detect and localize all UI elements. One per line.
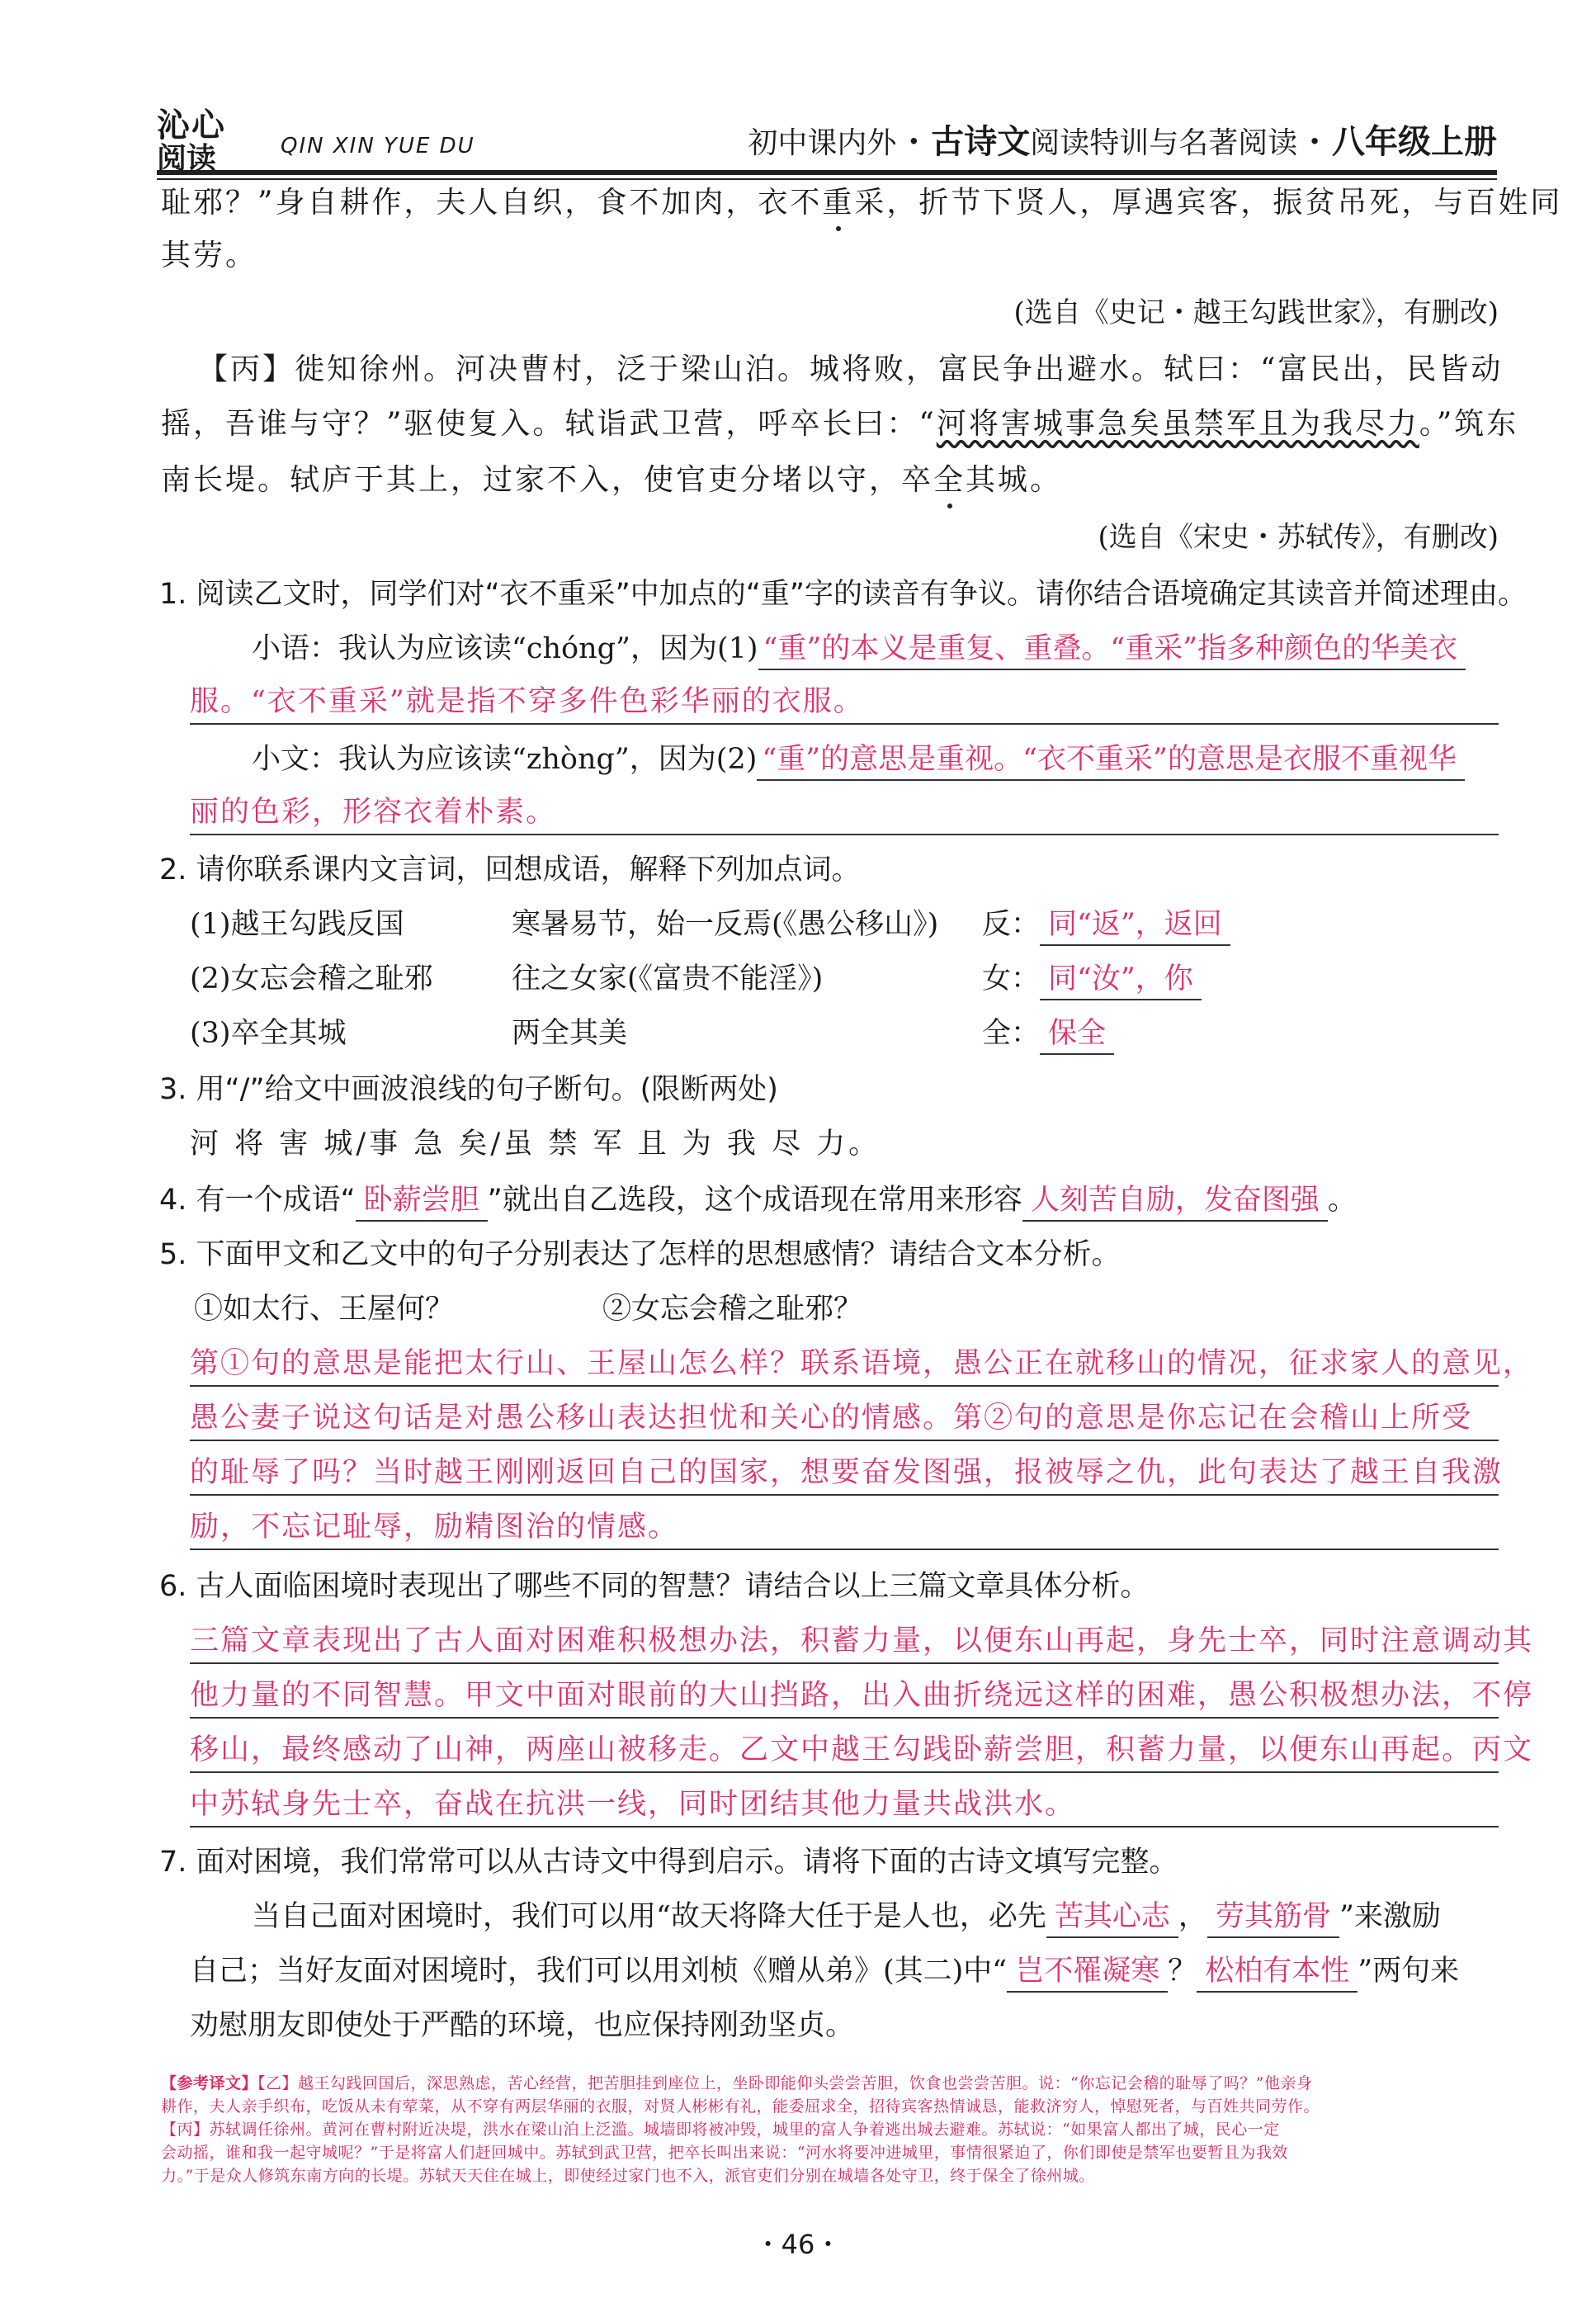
book-title-d: 八年级上册	[1332, 122, 1497, 161]
text: 全：	[982, 1017, 1041, 1050]
text: 其城。	[966, 463, 1063, 497]
text: 。	[1327, 1184, 1357, 1217]
passage-bing-line2	[161, 404, 1519, 444]
translation-line2: 耕作，夫人亲手织布，吃饭从未有荤菜，从不穿有两层华丽的衣服，对贤人彬彬有礼，能委屈求全，招待宾客热情诚恳，能救济穷人，悼慰死者，与百姓共同劳作。	[161, 2097, 1320, 2116]
dotted-char: 重	[822, 186, 855, 220]
answer-blank: 卧薪尝胆	[356, 1180, 488, 1222]
q2-row2-a: (2)女忘会稽之耻邪	[190, 962, 433, 995]
q5-answer-line1: 第①句的意思是能把太行山、王屋山怎么样？联系语境，愚公正在就移山的情况，征求家人的意见，	[190, 1344, 1499, 1387]
text: 【乙】越王勾践回国后，深思熟虑，苦心经营，把苦胆挂到座位上，坐卧即能仰头尝尝苦胆，饮食也尝尝苦胆。说：“你忘记会稽的耻辱了吗？”他亲身	[257, 2074, 1313, 2092]
text: 反：	[982, 908, 1041, 941]
q7-line2	[190, 1951, 1459, 1993]
q5-answer-line2: 愚公妻子说这句话是对愚公移山表达担忧和关心的情感。第②句的意思是你忘记在会稽山上所受	[190, 1398, 1499, 1441]
text: 小语：我认为应该读“chóng”，因为(1)	[252, 632, 758, 665]
q2-row1-c	[982, 905, 1230, 946]
passage-yi-line1	[161, 183, 1563, 223]
q2-row2-c	[982, 959, 1202, 1000]
q2-row1-a: (1)越王勾践反国	[190, 908, 404, 941]
text: ”就出自乙选段，这个成语现在常用来形容	[487, 1184, 1022, 1217]
q2-row1-b: 寒暑易节，始一反焉(《愚公移山》)	[512, 908, 939, 941]
text: 采，折节下贤人，厚遇宾客，振贫吊死，与百姓同	[854, 186, 1563, 220]
q1-xiaowen	[252, 740, 1465, 781]
q1-xiaoyu-answer2: 服。“衣不重采”就是指不穿多件色彩华丽的衣服。	[190, 682, 1499, 725]
q5-answer-line4: 励，不忘记耻辱，励精图治的情感。	[190, 1507, 1499, 1550]
q7-line3: 劝慰朋友即使处于严酷的环境，也应保持刚劲坚贞。	[190, 2009, 855, 2042]
q4-line	[159, 1180, 1357, 1222]
translation-line3: 【丙】苏轼调任徐州。黄河在曹村附近决堤，洪水在梁山泊上泛滥。城墙即将被冲毁，城里的富人争着逃出城去避难。苏轼说：“如果富人都出了城，民心一定	[161, 2121, 1280, 2139]
answer-blank: 苦其心志	[1046, 1897, 1178, 1938]
q2-row2-b: 往之女家(《富贵不能淫》)	[512, 962, 824, 995]
logo-pinyin: QIN XIN YUE DU	[281, 134, 475, 158]
translation-label: 【参考译文】	[161, 2074, 258, 2092]
text: ”来激励	[1339, 1900, 1441, 1933]
text: 自己；当好友面对困境时，我们可以用刘桢《赠从弟》(其二)中“	[190, 1955, 1008, 1988]
header-rule	[157, 170, 1497, 175]
wavy-sentence: 河将害城事急矣虽禁军且为我尽力	[936, 407, 1419, 441]
text: 南长堤。轼庐于其上，过家不入，使官吏分堵以守，卒	[161, 463, 934, 497]
book-title: 初中课内外 · 古诗文阅读特训与名著阅读 · 八年级上册	[748, 122, 1497, 161]
q6-answer-line1: 三篇文章表现出了古人面对困难积极想办法，积蓄力量，以便东山再起，身先士卒，同时注意调动其	[190, 1621, 1499, 1664]
answer-blank: “重”的本义是重复、重叠。“重采”指多种颜色的华美衣	[758, 629, 1466, 670]
book-title-c: 阅读特训与名著阅读	[1030, 126, 1298, 160]
passage-bing-source: (选自《宋史・苏轼传》，有删改)	[1098, 521, 1499, 554]
answer-blank: 同“汝”，你	[1040, 959, 1202, 1000]
text: 4. 有一个成语“	[159, 1184, 356, 1217]
q7-stem: 7. 面对困境，我们常常可以从古诗文中得到启示。请将下面的古诗文填写完整。	[159, 1846, 1178, 1879]
logo-line2: 阅读	[157, 141, 217, 176]
text: 当自己面对困境时，我们可以用“故天将降大任于是人也，必先	[252, 1900, 1046, 1933]
text: ？	[1168, 1955, 1197, 1988]
q6-answer-line3: 移山，最终感动了山神，两座山被移走。乙文中越王勾践卧薪尝胆，积蓄力量，以便东山再起。丙文	[190, 1730, 1499, 1773]
translation-line5: 力。”于是众人修筑东南方向的长堤。苏轼天天住在城上，即使经过家门也不入，派官吏们分别在城墙各处守卫，终于保全了徐州城。	[161, 2167, 1095, 2185]
q6-answer-line2: 他力量的不同智慧。甲文中面对眼前的大山挡路，出入曲折绕远这样的困难，愚公积极想办法，不停	[190, 1676, 1499, 1719]
text: ，	[1178, 1900, 1207, 1933]
text: ”两句来	[1358, 1955, 1460, 1988]
q3-answer: 河 将 害 城/事 急 矣/虽 禁 军 且 为 我 尽 力。	[190, 1128, 881, 1161]
q5-answer-line3: 的耻辱了吗？当时越王刚刚返回自己的国家，想要奋发图强，报被辱之仇，此句表达了越王自我激	[190, 1453, 1499, 1496]
q1-xiaowen-answer2: 丽的色彩，形容衣着朴素。	[190, 792, 1499, 835]
answer-blank: 保全	[1040, 1014, 1114, 1055]
answer-blank: 松柏有本性	[1197, 1951, 1358, 1993]
header-rule-thin	[157, 178, 1497, 180]
passage-bing-line3	[161, 461, 1499, 500]
text: 摇，吾谁与守？”驱使复入。轼诣武卫营，呼卒长曰：“	[161, 407, 937, 441]
q2-row3-b: 两全其美	[512, 1017, 628, 1050]
answer-blank: “重”的意思是重视。“衣不重采”的意思是衣服不重视华	[757, 740, 1465, 781]
text: 耻邪？”身自耕作，夫人自织，食不加肉，衣不	[161, 186, 823, 220]
text: 。”筑东	[1419, 407, 1519, 441]
dotted-char: 全	[933, 463, 966, 497]
q2-row3-c	[982, 1014, 1114, 1055]
passage-bing-line1: 【丙】徙知徐州。河决曹村，泛于梁山泊。城将败，富民争出避水。轼曰：“富民出，民皆动	[198, 352, 1504, 386]
q5-stem: 5. 下面甲文和乙文中的句子分别表达了怎样的思想感情？请结合文本分析。	[159, 1238, 1121, 1271]
q1-stem: 1. 阅读乙文时，同学们对“衣不重采”中加点的“重”字的读音有争议。请你结合语境确定其读音并简述理由。	[159, 578, 1528, 611]
answer-blank: 劳其筋骨	[1207, 1897, 1339, 1938]
translation-line4: 会动摇，谁和我一起守城呢？”于是将富人们赶回城中。苏轼到武卫营，把卒长叫出来说：“河水将要冲进城里，事情很紧迫了，你们即使是禁军也要暂且为我效	[161, 2144, 1288, 2162]
q6-stem: 6. 古人面临困境时表现出了哪些不同的智慧？请结合以上三篇文章具体分析。	[159, 1570, 1150, 1603]
passage-yi-source: (选自《史记・越王勾践世家》，有删改)	[1013, 296, 1499, 329]
q7-line1	[252, 1897, 1441, 1938]
answer-blank: 人刻苦自励，发奋图强	[1022, 1180, 1328, 1222]
text: 小文：我认为应该读“zhòng”，因为(2)	[252, 743, 758, 776]
q5-s2: ②女忘会稽之耻邪？	[602, 1293, 863, 1326]
book-title-a: 初中课内外	[748, 126, 897, 160]
text: 女：	[982, 962, 1041, 995]
q3-stem: 3. 用“/”给文中画波浪线的句子断句。(限断两处)	[159, 1073, 778, 1106]
q6-answer-line4: 中苏轼身先士卒，奋战在抗洪一线，同时团结其他力量共战洪水。	[190, 1785, 1499, 1828]
passage-yi-line2: 其劳。	[161, 239, 258, 272]
q2-row3-a: (3)卒全其城	[190, 1017, 347, 1050]
page-number: ・46・	[754, 2229, 842, 2260]
logo-line1: 沁心	[157, 106, 226, 144]
q5-s1: ①如太行、王屋何？	[194, 1293, 455, 1326]
q2-stem: 2. 请你联系课内文言词，回想成语，解释下列加点词。	[159, 853, 861, 887]
answer-blank: 岂不罹凝寒	[1007, 1951, 1168, 1993]
q1-xiaoyu	[252, 629, 1466, 670]
answer-blank: 同“返”，返回	[1040, 905, 1230, 946]
book-title-b: 古诗文	[931, 122, 1031, 161]
translation-line1	[161, 2072, 1499, 2095]
